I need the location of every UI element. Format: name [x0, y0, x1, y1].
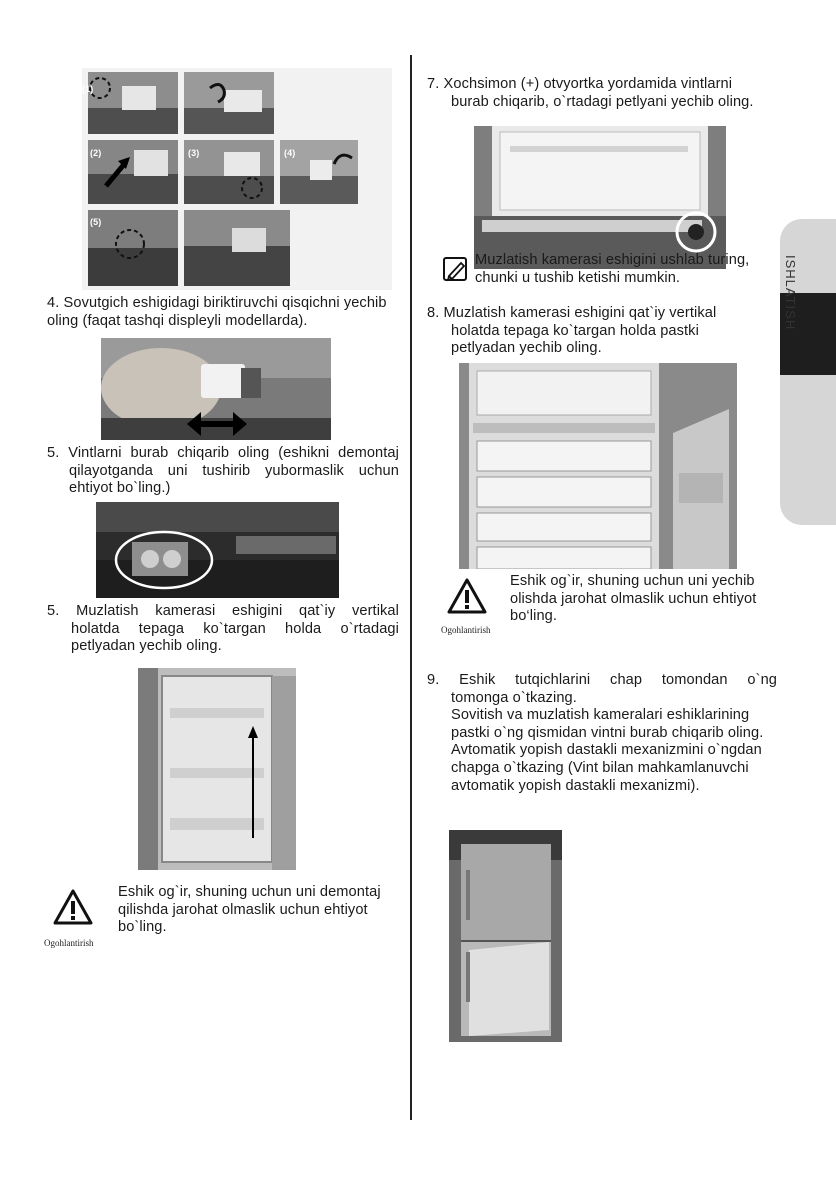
step-5a-text: 5. Vintlarni burab chiqarib oling (eshikni demontaj qilayotganda uni tushirib yubormaslik uchun ehtiyot bo`ling.) [47, 445, 399, 497]
photo-label-4: (4) [284, 148, 296, 158]
clip-removal-photo [101, 338, 331, 440]
step-7-text: 7. Xochsimon (+) otvyortka yordamida vintlarni burab chiqarib, o`rtadagi petlyani yechib oling. [427, 76, 754, 110]
freezer-door-lift-photo [138, 668, 296, 870]
side-tab-label: ISHLATISH [783, 255, 798, 331]
middle-hinge-photo [474, 126, 726, 269]
warning-icon-2 [446, 577, 488, 615]
step-4-text: 4. Sovutgich eshigidagi biriktiruvchi qisqichni yechib oling (faqat tashqi displeyli modellarda). [47, 295, 387, 329]
side-tab-bottom [780, 375, 836, 525]
note-text: Muzlatish kamerasi eshigini ushlab turing, chunki u tushib ketishi mumkin. [475, 252, 750, 286]
photo-label-2: (2) [90, 148, 102, 158]
warning-icon [52, 888, 94, 926]
warning-label: Ogohlantirish [44, 938, 94, 948]
refrigerator-photo [449, 830, 562, 1042]
step-8-text: 8. Muzlatish kamerasi eshigini qat`iy vertikal holatda tepaga ko`targan holda pastki petlyadan yechib oling. [427, 305, 717, 357]
column-divider [410, 55, 412, 1120]
photo-label-1: (1) [82, 84, 94, 94]
warning-label-2: Ogohlantirish [441, 625, 491, 635]
step-5b-text: 5. Muzlatish kamerasi eshigini qat`iy vertikal holatda tepaga ko`targan holda o`rtadagi petlyadan yechib oling. [47, 603, 399, 655]
note-icon [441, 255, 469, 283]
step-9-text: 9. Eshik tutqichlarini chap tomondan o`ng tomonga o`tkazing. Sovitish va muzlatish kameralari eshiklarining pastki o`ng qismidan vintni burab chiqarib oling. Avtomatik yopish dastakli mexanizmini o`ngdan chapga o`tkazing (Vint bilan mahkamlanuvchi avtomatik yopish dastakli mexanizmi). [427, 672, 777, 794]
hinge-cover-photo-grid [82, 68, 392, 290]
photo-label-5: (5) [90, 217, 102, 227]
warning-1-text: Eshik og`ir, shuning uchun uni demontaj qilishda jarohat olmaslik uchun ehtiyot bo`ling. [118, 884, 381, 936]
warning-2-text: Eshik og`ir, shuning uchun uni yechib olishda jarohat olmaslik uchun ehtiyot bo‘ling. [510, 573, 757, 625]
hinge-screws-photo [96, 502, 339, 598]
freezer-drawers-photo [459, 363, 737, 569]
photo-label-3: (3) [188, 148, 200, 158]
